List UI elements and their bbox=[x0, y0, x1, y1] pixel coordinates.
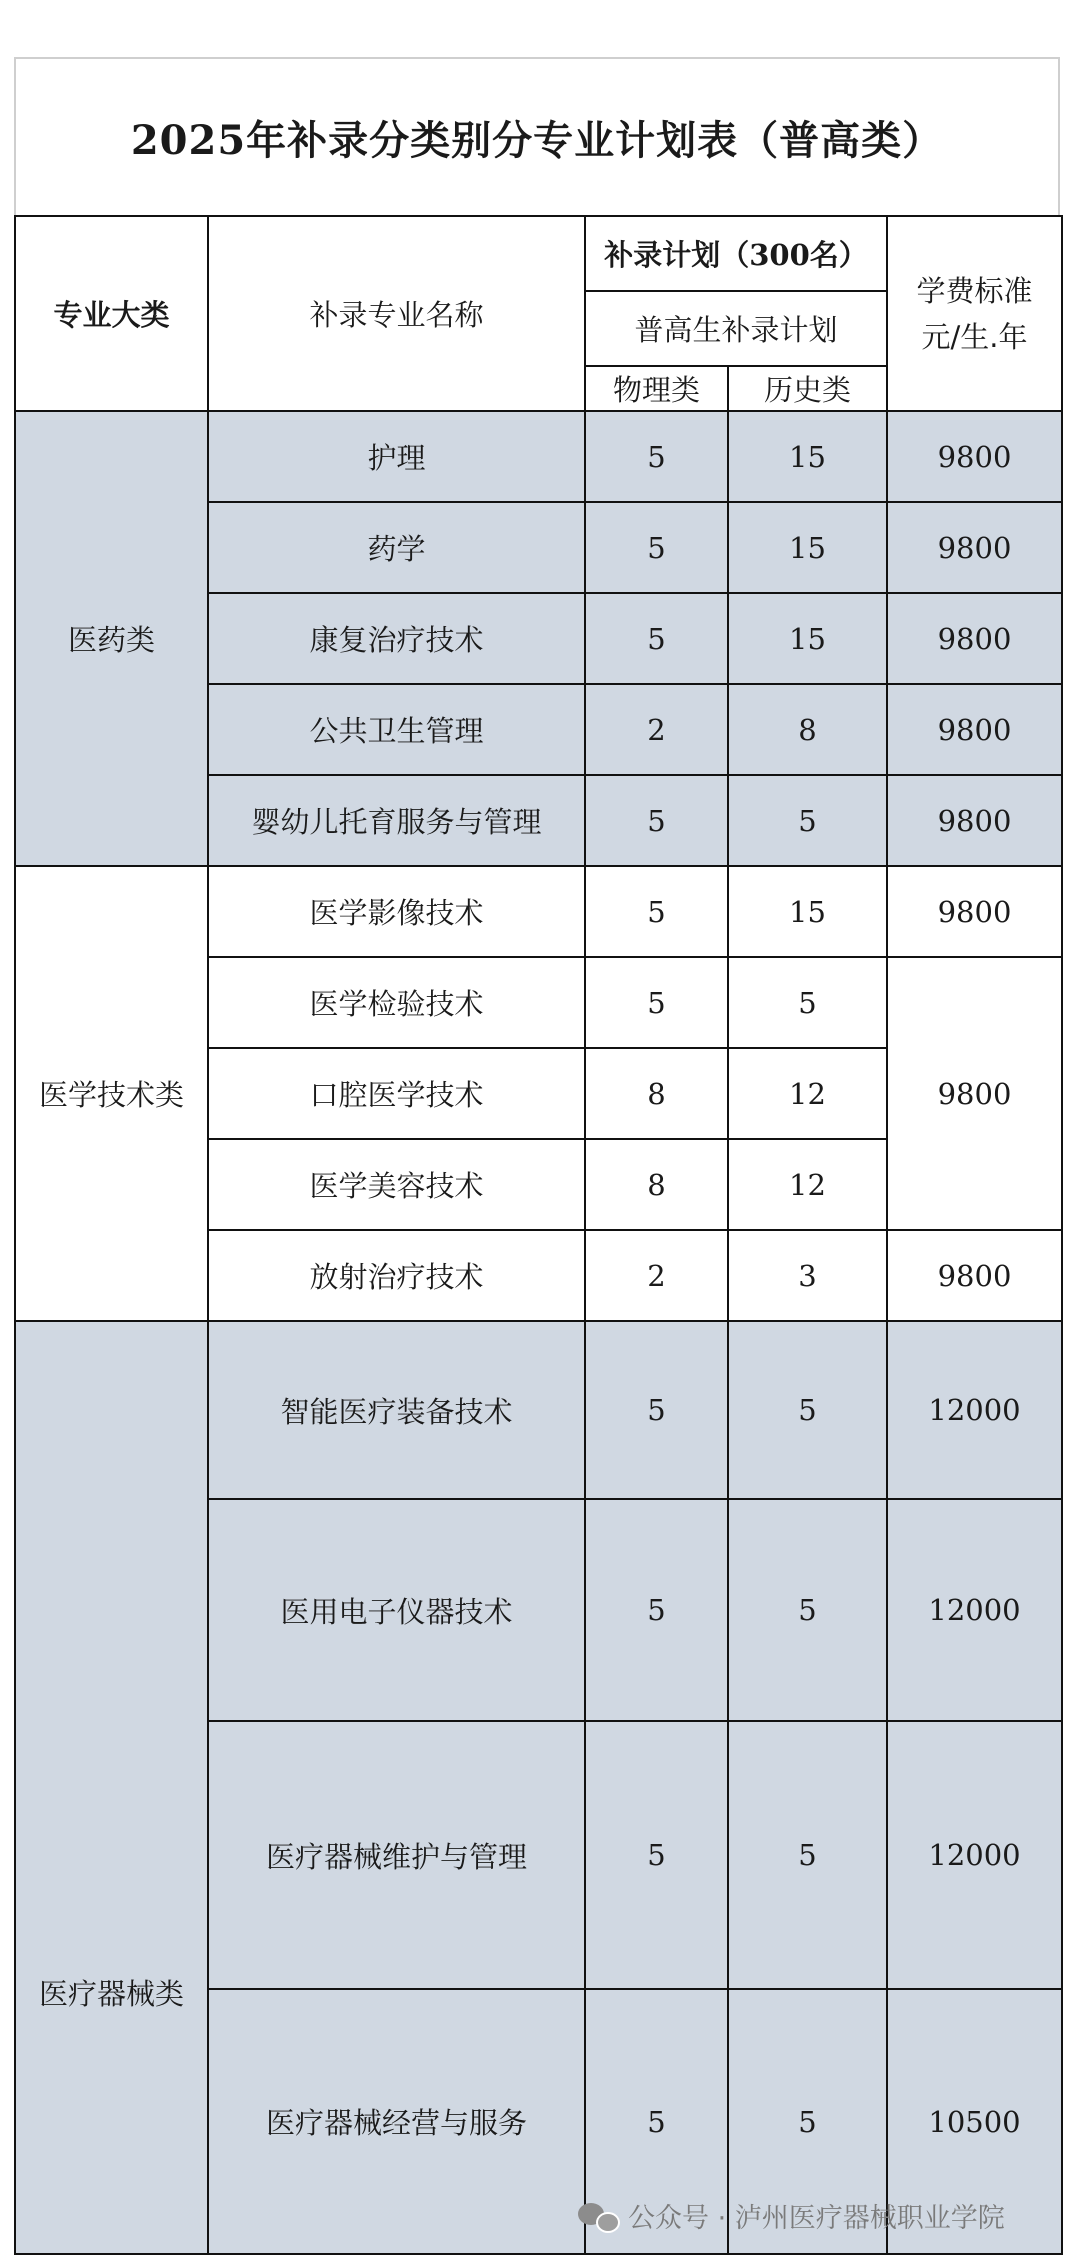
history-cell: 5 bbox=[728, 957, 887, 1048]
history-cell: 15 bbox=[728, 502, 887, 593]
history-cell: 15 bbox=[728, 866, 887, 957]
physics-cell: 5 bbox=[585, 957, 728, 1048]
fee-cell: 10500 bbox=[887, 1989, 1062, 2254]
header-fee bbox=[887, 216, 1062, 411]
physics-cell: 8 bbox=[585, 1139, 728, 1230]
physics-cell: 2 bbox=[585, 684, 728, 775]
fee-cell: 12000 bbox=[887, 1321, 1062, 1499]
major-cell: 医学检验技术 bbox=[208, 957, 585, 1048]
fee-cell: 9800 bbox=[887, 593, 1062, 684]
major-cell: 护理 bbox=[208, 411, 585, 502]
history-cell: 3 bbox=[728, 1230, 887, 1321]
major-cell: 公共卫生管理 bbox=[208, 684, 585, 775]
table-row bbox=[15, 1321, 1062, 1499]
header-sub-plan: 普高生补录计划 bbox=[585, 291, 887, 366]
fee-cell: 9800 bbox=[887, 866, 1062, 957]
fee-cell: 9800 bbox=[887, 775, 1062, 866]
physics-cell: 5 bbox=[585, 1989, 728, 2254]
physics-cell: 5 bbox=[585, 1321, 728, 1499]
header-history: 历史类 bbox=[728, 366, 887, 411]
fee-cell: 12000 bbox=[887, 1499, 1062, 1721]
header-row-1 bbox=[15, 216, 1062, 291]
watermark bbox=[578, 2196, 1005, 2235]
history-cell: 12 bbox=[728, 1048, 887, 1139]
header-plan-group-suffix: 名） bbox=[809, 238, 868, 272]
fee-cell: 9800 bbox=[887, 684, 1062, 775]
history-cell: 5 bbox=[728, 1989, 887, 2254]
category-cell-medtech: 医学技术类 bbox=[15, 866, 208, 1321]
category-cell-device: 医疗器械类 bbox=[15, 1321, 208, 2254]
fee-cell: 9800 bbox=[887, 1230, 1062, 1321]
header-physics: 物理类 bbox=[585, 366, 728, 411]
fee-cell: 12000 bbox=[887, 1721, 1062, 1989]
fee-cell-merged: 9800 bbox=[887, 957, 1062, 1230]
header-plan-group-count: 300 bbox=[749, 238, 810, 272]
physics-cell: 5 bbox=[585, 502, 728, 593]
major-cell: 婴幼儿托育服务与管理 bbox=[208, 775, 585, 866]
major-cell: 药学 bbox=[208, 502, 585, 593]
header-major: 补录专业名称 bbox=[208, 216, 585, 411]
major-cell: 医用电子仪器技术 bbox=[208, 1499, 585, 1721]
major-cell: 医学影像技术 bbox=[208, 866, 585, 957]
header-plan-group-text: 补录计划（ bbox=[604, 238, 750, 272]
history-cell: 12 bbox=[728, 1139, 887, 1230]
wechat-icon bbox=[578, 2201, 618, 2231]
table-row bbox=[15, 411, 1062, 502]
header-fee-line1: 学费标准 bbox=[916, 273, 1033, 308]
physics-cell: 5 bbox=[585, 775, 728, 866]
major-cell: 口腔医学技术 bbox=[208, 1048, 585, 1139]
major-cell: 智能医疗装备技术 bbox=[208, 1321, 585, 1499]
history-cell: 15 bbox=[728, 411, 887, 502]
physics-cell: 5 bbox=[585, 1499, 728, 1721]
history-cell: 5 bbox=[728, 775, 887, 866]
watermark-text: 公众号 · 泸州医疗器械职业学院 bbox=[628, 2203, 1005, 2234]
title-box bbox=[14, 57, 1060, 215]
physics-cell: 5 bbox=[585, 1721, 728, 1989]
category-cell-medicine: 医药类 bbox=[15, 411, 208, 866]
header-plan-group bbox=[585, 216, 887, 291]
major-cell: 康复治疗技术 bbox=[208, 593, 585, 684]
page-title: 2025年补录分类别分专业计划表（普高类） bbox=[130, 116, 944, 164]
history-cell: 5 bbox=[728, 1321, 887, 1499]
major-cell: 医学美容技术 bbox=[208, 1139, 585, 1230]
major-cell: 医疗器械维护与管理 bbox=[208, 1721, 585, 1989]
history-cell: 5 bbox=[728, 1721, 887, 1989]
header-fee-line2: 元/生.年 bbox=[921, 319, 1028, 354]
history-cell: 5 bbox=[728, 1499, 887, 1721]
plan-table bbox=[14, 215, 1063, 2255]
physics-cell: 5 bbox=[585, 866, 728, 957]
fee-cell: 9800 bbox=[887, 411, 1062, 502]
table-row bbox=[15, 866, 1062, 957]
physics-cell: 8 bbox=[585, 1048, 728, 1139]
history-cell: 15 bbox=[728, 593, 887, 684]
history-cell: 8 bbox=[728, 684, 887, 775]
physics-cell: 5 bbox=[585, 411, 728, 502]
fee-cell: 9800 bbox=[887, 502, 1062, 593]
physics-cell: 2 bbox=[585, 1230, 728, 1321]
major-cell: 放射治疗技术 bbox=[208, 1230, 585, 1321]
physics-cell: 5 bbox=[585, 593, 728, 684]
major-cell: 医疗器械经营与服务 bbox=[208, 1989, 585, 2254]
header-category: 专业大类 bbox=[15, 216, 208, 411]
